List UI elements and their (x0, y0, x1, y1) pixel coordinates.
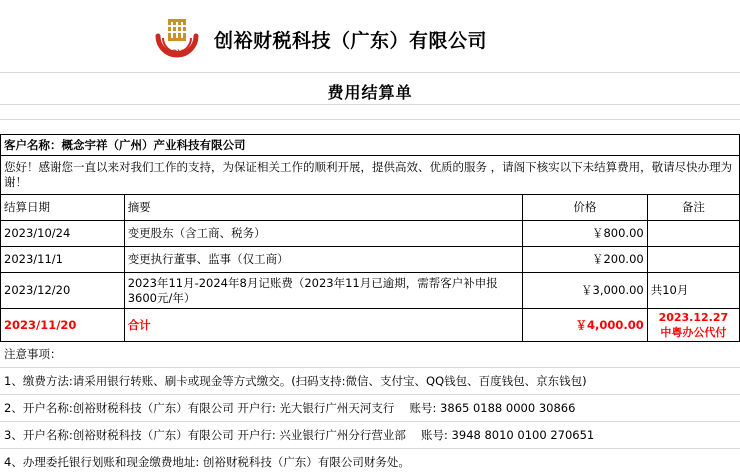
row-note: 共10月 (647, 273, 739, 309)
total-amount: ￥4,000.00 (523, 309, 648, 342)
notes-section (0, 341, 740, 475)
document-title: 费用结算单 (327, 83, 413, 102)
col-header-date: 结算日期 (1, 195, 125, 221)
stamp-date: 2023.12.27 (658, 311, 729, 324)
row-desc: 变更股东（含工商、税务） (124, 221, 522, 247)
customer-name: 客户名称：概念宇祥（广州）产业科技有限公司 (1, 135, 740, 156)
row-price: ￥800.00 (523, 221, 648, 247)
customer-row (1, 135, 740, 156)
document-header (0, 0, 740, 104)
greeting-row (1, 156, 740, 195)
gridline (0, 72, 740, 73)
row-desc: 变更执行董事、监事（仅工商） (124, 247, 522, 273)
row-date: 2023/12/20 (1, 273, 125, 309)
row-date: 2023/10/24 (1, 221, 125, 247)
note-item: 2、开户名称:创裕财税科技（广东）有限公司 开户行: 光大银行广州天河支行 账号: 3865 0188 0000 30866 (0, 395, 740, 422)
payment-stamp (647, 309, 739, 342)
note-item: 3、开户名称:创裕财税科技（广东）有限公司 开户行: 兴业银行广州分行营业部 账号: 3948 8010 0100 270651 (0, 422, 740, 449)
row-note (647, 221, 739, 247)
row-price: ￥3,000.00 (523, 273, 648, 309)
gridline (0, 119, 740, 120)
greeting-text: 您好！感谢您一直以来对我们工作的支持，为保证相关工作的顺利开展，提供高效、优质的服务 ，请阁下核实以下未结算费用，敬请尽快办理为谢！ (1, 156, 740, 195)
company-name: 创裕财税科技（广东）有限公司 (214, 30, 488, 52)
total-row (1, 309, 740, 342)
note-item: 4、办理委托银行划账和现金缴费地址: 创裕财税科技（广东）有限公司财务处。 (4, 455, 410, 469)
row-price: ￥200.00 (523, 247, 648, 273)
total-label: 合计 (124, 309, 522, 342)
company-logo (152, 14, 202, 64)
row-date: 2023/11/1 (1, 247, 125, 273)
settlement-table (0, 134, 740, 342)
table-row (1, 247, 740, 273)
logo-lettering: CY (170, 48, 184, 58)
notes-title: 注意事项： (0, 341, 740, 368)
stamp-text: 中粤办公代付 (660, 326, 727, 339)
note-item: 1、缴费方法:请采用银行转账、刷卡或现金等方式缴交。(扫码支持:微信、支付宝、QQ钱包、百度钱包、京东钱包) (0, 368, 740, 395)
row-note (647, 247, 739, 273)
column-header-row (1, 195, 740, 221)
table-row (1, 273, 740, 309)
table-row (1, 221, 740, 247)
total-date: 2023/11/20 (1, 309, 125, 342)
row-desc: 2023年11月-2024年8月记账费（2023年11月已逾期，需帮客户补申报3600元/年） (124, 273, 522, 309)
gridline (0, 104, 740, 105)
col-header-desc: 摘要 (124, 195, 522, 221)
col-header-note: 备注 (647, 195, 739, 221)
col-header-price: 价格 (523, 195, 648, 221)
